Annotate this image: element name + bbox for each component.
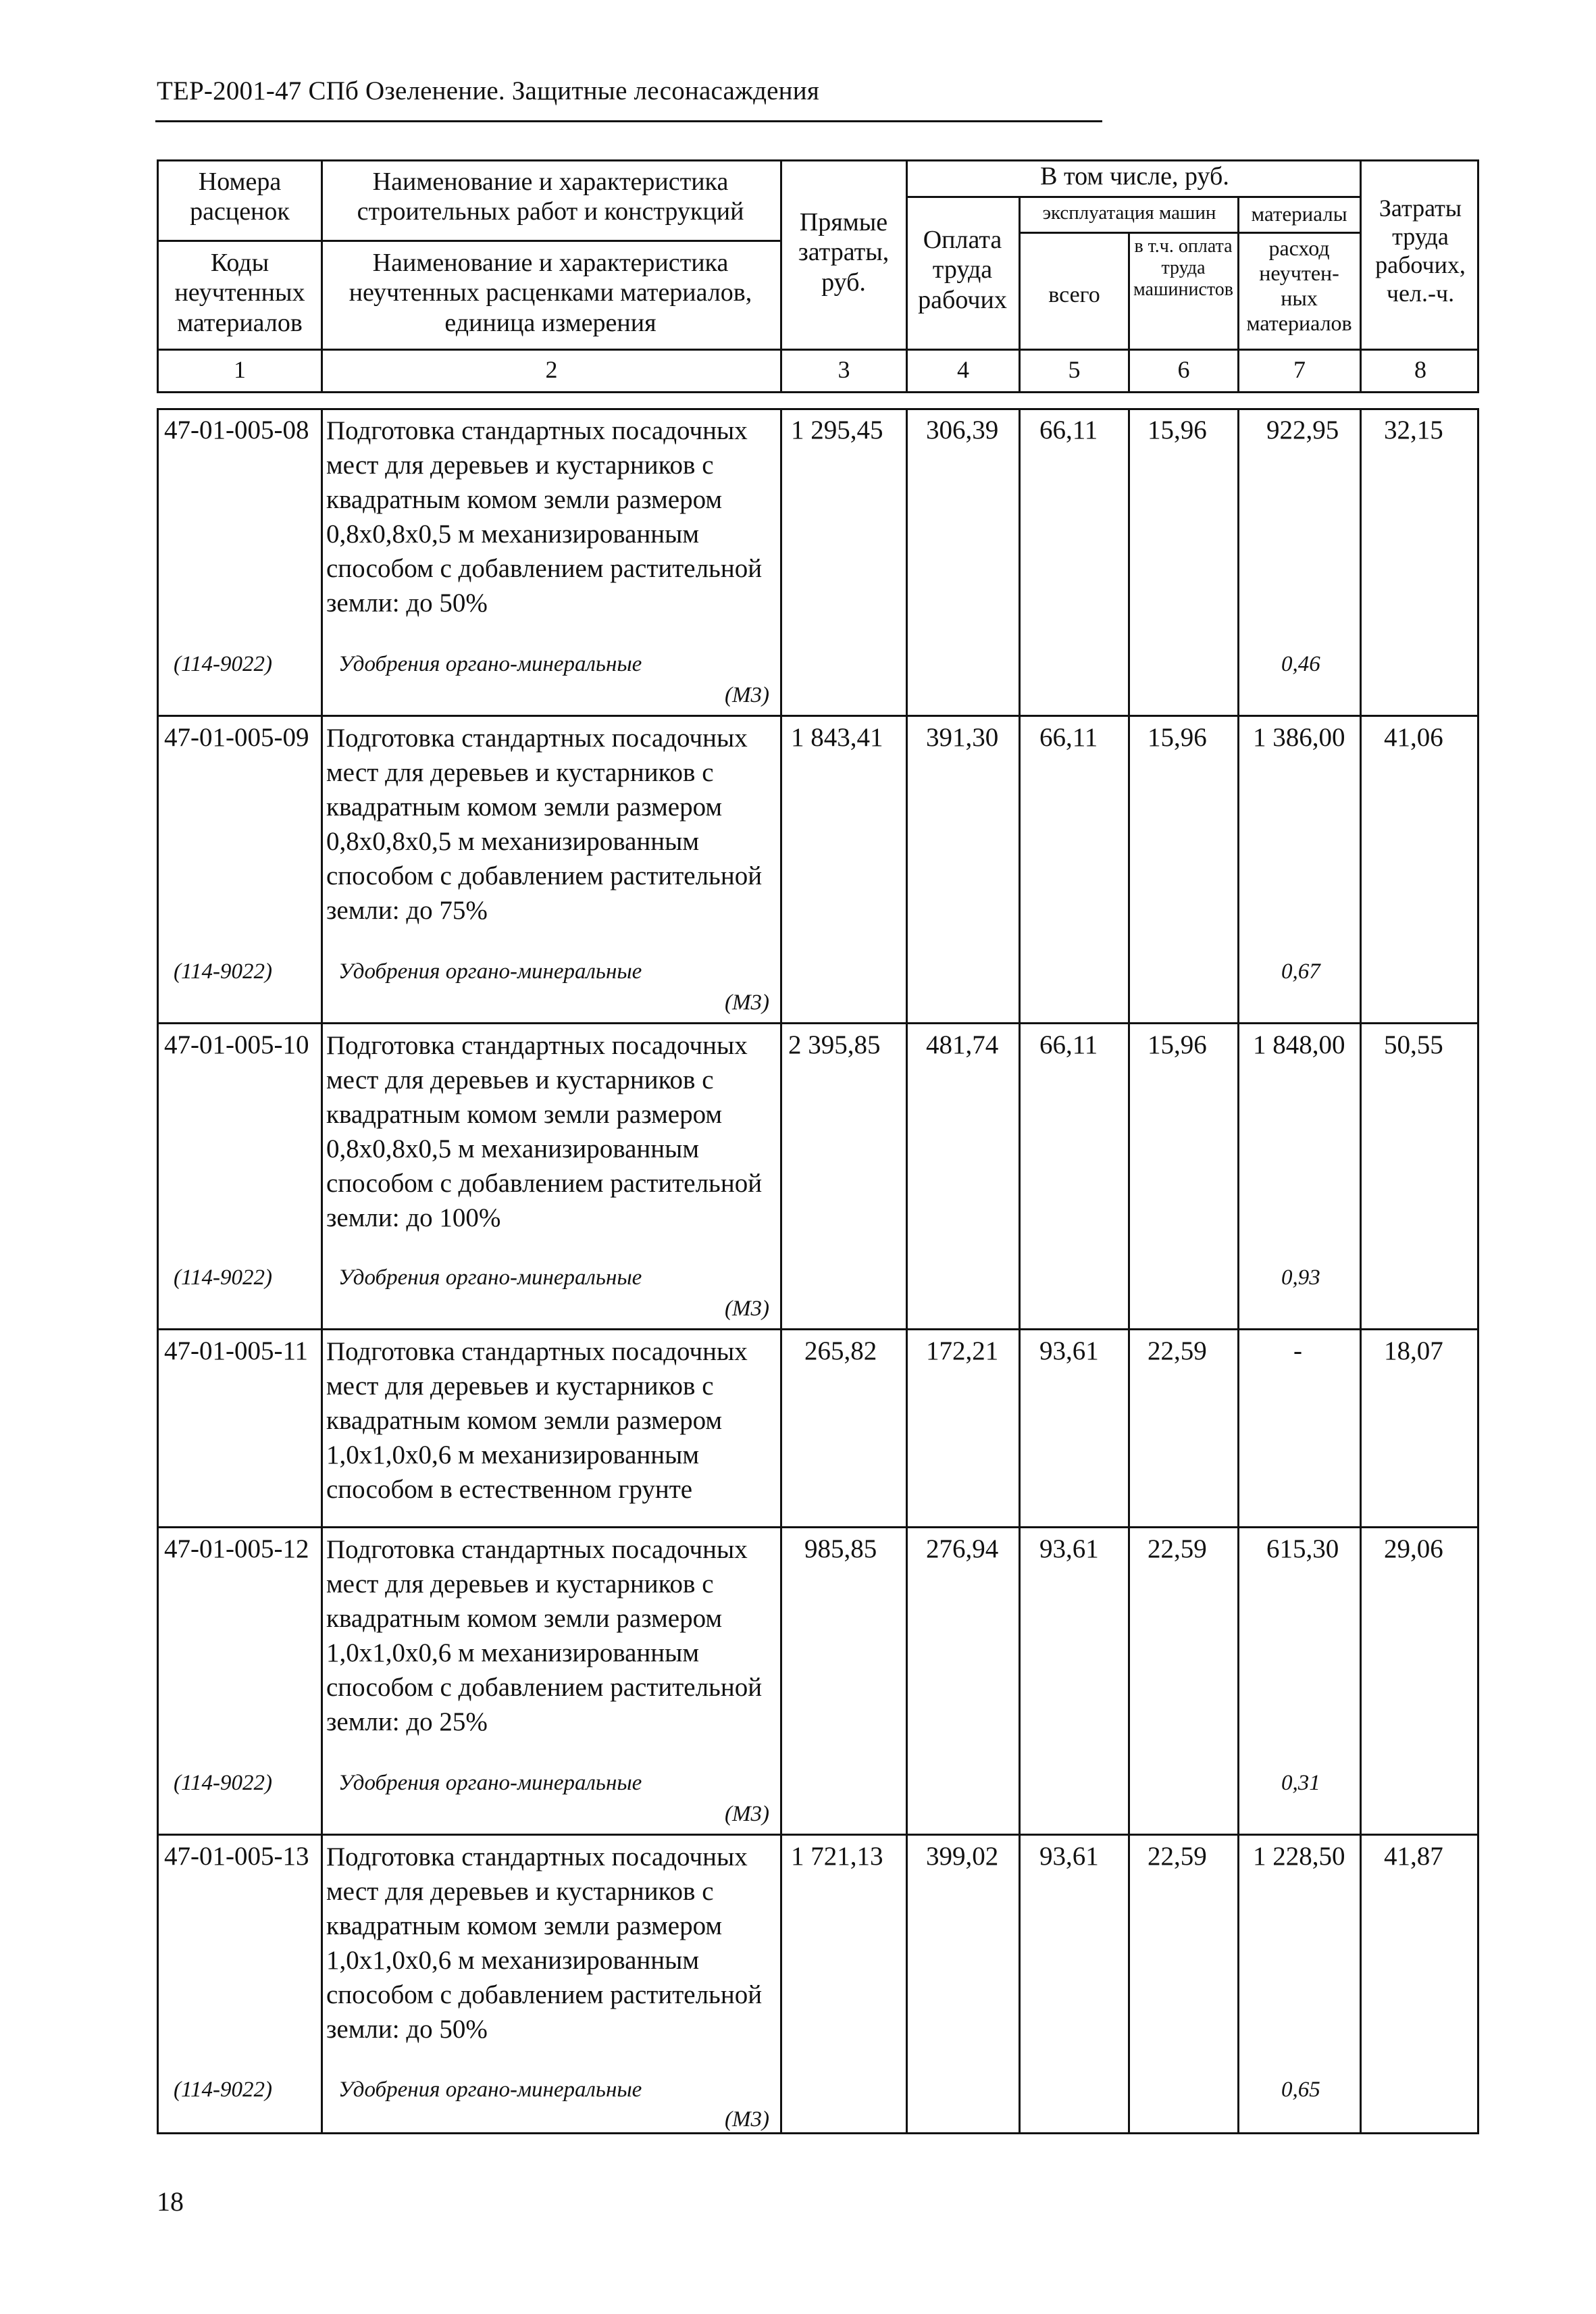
- material-name: Удобрения органо-минеральные: [338, 1265, 642, 1290]
- col-hours-header: Затраты труда рабочих, чел.-ч.: [1375, 195, 1466, 307]
- material-code: (114-9022): [174, 1771, 273, 1795]
- labor-cost: 391,30: [926, 723, 999, 752]
- machines-total: 93,61: [1039, 1534, 1099, 1563]
- labor-cost: 399,02: [926, 1842, 999, 1871]
- machines-total: 66,11: [1039, 416, 1098, 445]
- direct-cost: 1 843,41: [791, 723, 883, 752]
- col-name-header: Наименование и характеристика строительных работ и конструкций: [357, 168, 744, 226]
- col-number-3: 3: [838, 356, 850, 383]
- machinists-pay: 15,96: [1148, 416, 1207, 445]
- labor-cost: 276,94: [926, 1534, 999, 1563]
- direct-cost: 265,82: [804, 1336, 877, 1365]
- group-header: В том числе, руб.: [1040, 162, 1229, 191]
- materials-cost: -: [1293, 1336, 1302, 1365]
- direct-cost: 1 721,13: [791, 1842, 883, 1871]
- labor-hours: 32,15: [1384, 416, 1443, 445]
- materials-cost: 1 386,00: [1253, 723, 1345, 752]
- labor-hours: 29,06: [1384, 1534, 1443, 1563]
- material-unit: (М3): [725, 1297, 769, 1321]
- machinists-pay: 15,96: [1148, 1030, 1207, 1059]
- labor-hours: 41,87: [1384, 1842, 1443, 1871]
- work-description: Подготовка стандартных посадочных мест для деревьев и кустарников с квадратным комом земли размером 1,0х1,0х0,6 м механизированным способом в естественном грунте: [326, 1337, 748, 1504]
- material-code: (114-9022): [174, 2078, 273, 2102]
- labor-hours: 50,55: [1384, 1030, 1443, 1059]
- col-number-8: 8: [1414, 356, 1426, 383]
- col-codes-header: Номера расценок: [190, 168, 290, 226]
- page-number: 18: [157, 2186, 184, 2217]
- materials-cost: 1 228,50: [1253, 1842, 1345, 1871]
- material-unit: (М3): [725, 990, 769, 1015]
- table-header: [157, 159, 1479, 393]
- labor-cost: 481,74: [926, 1030, 999, 1059]
- material-code: (114-9022): [174, 959, 273, 984]
- material-name: Удобрения органо-минеральные: [338, 959, 642, 984]
- rate-code: 47-01-005-12: [164, 1534, 309, 1563]
- machinists-pay: 22,59: [1148, 1534, 1207, 1563]
- col-number-6: 6: [1177, 356, 1190, 383]
- direct-cost: 1 295,45: [791, 416, 883, 445]
- machines-total: 66,11: [1039, 723, 1098, 752]
- col-labor-header: Оплата труда рабочих: [918, 226, 1007, 314]
- col-number-5: 5: [1068, 356, 1081, 383]
- col-machines-total-header: всего: [1048, 282, 1100, 307]
- material-amount: 0,31: [1281, 1771, 1320, 1795]
- material-unit: (М3): [725, 1802, 769, 1826]
- material-amount: 0,93: [1281, 1265, 1320, 1290]
- rate-code: 47-01-005-08: [164, 416, 309, 445]
- materials-cost: 1 848,00: [1253, 1030, 1345, 1059]
- col-machinists-header: в т.ч. оплата труда машинистов: [1133, 236, 1233, 301]
- machines-total: 93,61: [1039, 1336, 1099, 1365]
- material-name: Удобрения органо-минеральные: [338, 1771, 642, 1795]
- running-header: ТЕР-2001-47 СПб Озеленение. Защитные лесонасаждения: [157, 76, 819, 105]
- work-description: Подготовка стандартных посадочных мест для деревьев и кустарников с квадратным комом земли размером 0,8х0,8х0,5 м механизированным способом с добавлением растительной земли: до 100%: [326, 1031, 763, 1232]
- direct-cost: 985,85: [804, 1534, 877, 1563]
- header-rule: [155, 120, 1102, 122]
- table-body: [157, 408, 1479, 2134]
- machinists-pay: 22,59: [1148, 1336, 1207, 1365]
- material-amount: 0,46: [1281, 652, 1320, 676]
- direct-cost: 2 395,85: [788, 1030, 881, 1059]
- material-code: (114-9022): [174, 1265, 273, 1290]
- machinists-pay: 15,96: [1148, 723, 1207, 752]
- work-description: Подготовка стандартных посадочных мест для деревьев и кустарников с квадратным комом земли размером 1,0х1,0х0,6 м механизированным способом с добавлением растительной земли: до 25%: [326, 1535, 763, 1736]
- col-material-codes-header: Коды неучтенных материалов: [174, 249, 305, 337]
- machines-header: эксплуатация машин: [1042, 202, 1216, 224]
- material-name: Удобрения органо-минеральные: [338, 652, 642, 676]
- col-number-7: 7: [1293, 356, 1306, 383]
- col-number-2: 2: [545, 356, 558, 383]
- col-number-4: 4: [957, 356, 969, 383]
- col-direct-header: Прямые затраты, руб.: [798, 208, 890, 297]
- col-material-name-header: Наименование и характеристика неучтенных расценками материалов, единица измерения: [349, 249, 752, 337]
- col-number-1: 1: [234, 356, 246, 383]
- material-name: Удобрения органо-минеральные: [338, 2078, 642, 2102]
- rate-code: 47-01-005-13: [164, 1842, 309, 1871]
- rate-code: 47-01-005-09: [164, 723, 309, 752]
- material-unit: (М3): [725, 2107, 769, 2132]
- machinists-pay: 22,59: [1148, 1842, 1207, 1871]
- labor-hours: 18,07: [1384, 1336, 1443, 1365]
- labor-cost: 172,21: [926, 1336, 999, 1365]
- machines-total: 66,11: [1039, 1030, 1098, 1059]
- material-unit: (М3): [725, 683, 769, 707]
- materials-cost: 922,95: [1266, 416, 1339, 445]
- labor-cost: 306,39: [926, 416, 999, 445]
- labor-hours: 41,06: [1384, 723, 1443, 752]
- material-code: (114-9022): [174, 652, 273, 676]
- work-description: Подготовка стандартных посадочных мест для деревьев и кустарников с квадратным комом земли размером 1,0х1,0х0,6 м механизированным способом с добавлением растительной земли: до 50%: [326, 1842, 763, 2044]
- materials-header: материалы: [1251, 202, 1347, 226]
- rate-code: 47-01-005-10: [164, 1030, 309, 1059]
- material-amount: 0,65: [1281, 2078, 1320, 2102]
- col-materials-header: расход неучтен- ных материалов: [1246, 236, 1352, 336]
- material-amount: 0,67: [1281, 959, 1320, 984]
- machines-total: 93,61: [1039, 1842, 1099, 1871]
- rate-code: 47-01-005-11: [164, 1336, 309, 1365]
- work-description: Подготовка стандартных посадочных мест для деревьев и кустарников с квадратным комом земли размером 0,8х0,8х0,5 м механизированным способом с добавлением растительной земли: до 75%: [326, 724, 763, 925]
- materials-cost: 615,30: [1266, 1534, 1339, 1563]
- work-description: Подготовка стандартных посадочных мест для деревьев и кустарников с квадратным комом земли размером 0,8х0,8х0,5 м механизированным способом с добавлением растительной земли: до 50%: [326, 416, 763, 618]
